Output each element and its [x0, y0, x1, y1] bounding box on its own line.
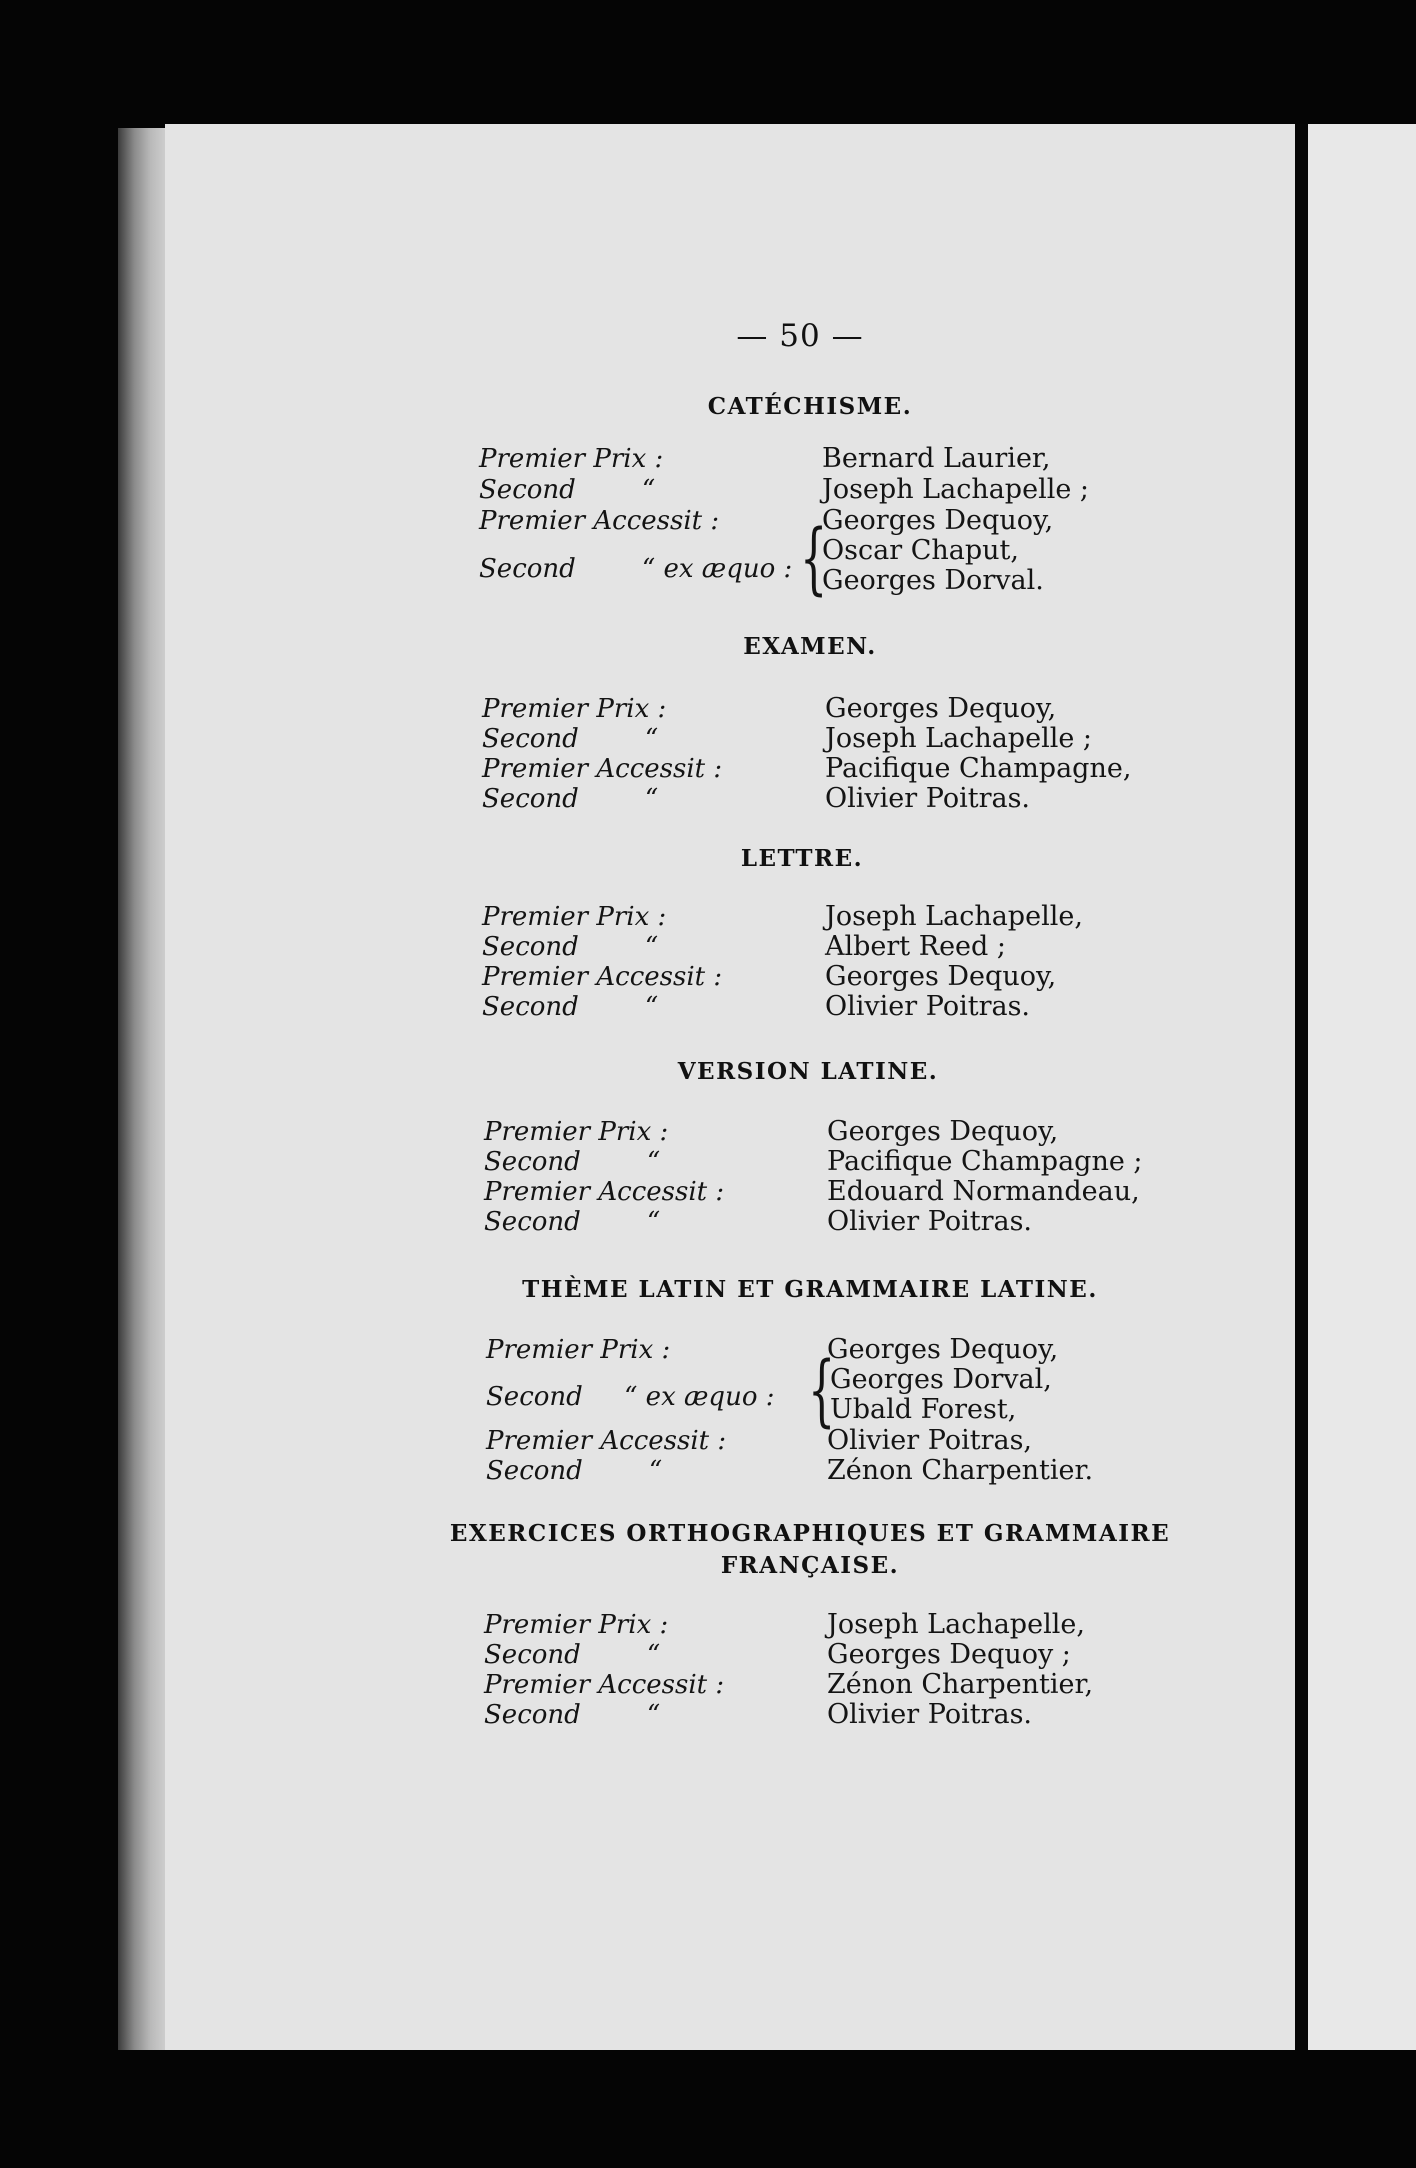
page-number: — 50 —: [736, 318, 864, 354]
row-name: Georges Dequoy,: [822, 505, 1054, 536]
section-title-examen: EXAMEN.: [743, 633, 877, 660]
brace-icon: {: [800, 514, 828, 604]
section-title-exercices: EXERCICES ORTHOGRAPHIQUES ET GRAMMAIRE: [449, 1520, 1171, 1547]
row-label: Second “ ex æquo :: [479, 554, 793, 584]
row-name: Pacifique Champagne,: [825, 753, 1132, 784]
section-title-exercices-line2: FRANÇAISE.: [720, 1552, 900, 1579]
row-name: Georges Dequoy,: [827, 1334, 1059, 1365]
row-label: Second “: [482, 932, 659, 962]
row-label: Premier Accessit :: [484, 1177, 725, 1207]
section-title-theme-latin: THÈME LATIN ET GRAMMAIRE LATINE.: [522, 1276, 1098, 1303]
row-name: Olivier Poitras,: [827, 1425, 1033, 1456]
brace-icon: {: [808, 1346, 836, 1436]
row-name: Olivier Poitras.: [825, 991, 1031, 1022]
row-name: Bernard Laurier,: [822, 443, 1051, 474]
row-name: Joseph Lachapelle ;: [825, 723, 1092, 754]
row-label: Premier Prix :: [479, 444, 664, 474]
section-title-version-latine: VERSION LATINE.: [677, 1058, 939, 1085]
row-label: Premier Prix :: [482, 902, 667, 932]
row-name: Georges Dequoy ;: [827, 1639, 1071, 1670]
row-label: Second “: [482, 724, 659, 754]
row-name: Olivier Poitras.: [825, 783, 1031, 814]
row-label: Second “: [484, 1207, 661, 1237]
row-name: Georges Dequoy,: [825, 693, 1057, 724]
row-name: Ubald Forest,: [830, 1394, 1017, 1425]
section-title-catechisme: CATÉCHISME.: [707, 393, 913, 420]
row-label: Premier Prix :: [486, 1335, 671, 1365]
row-label: Second “: [484, 1640, 661, 1670]
row-label: Premier Prix :: [484, 1610, 669, 1640]
row-name: Pacifique Champagne ;: [827, 1146, 1143, 1177]
row-label: Premier Prix :: [482, 694, 667, 724]
row-label: Premier Accessit :: [482, 962, 723, 992]
row-label: Second “: [482, 784, 659, 814]
row-name: Georges Dorval.: [822, 565, 1044, 596]
row-name: Olivier Poitras.: [827, 1699, 1033, 1730]
row-label: Premier Accessit :: [479, 506, 720, 536]
row-label: Second “: [479, 475, 656, 505]
section-title-lettre: LETTRE.: [740, 845, 864, 872]
row-name: Zénon Charpentier,: [827, 1669, 1094, 1700]
row-name: Georges Dequoy,: [827, 1116, 1059, 1147]
row-name: Joseph Lachapelle,: [827, 1609, 1085, 1640]
row-label: Premier Accessit :: [484, 1670, 725, 1700]
row-name: Oscar Chaput,: [822, 535, 1019, 566]
row-name: Georges Dequoy,: [825, 961, 1057, 992]
row-name: Joseph Lachapelle ;: [822, 474, 1089, 505]
row-name: Albert Reed ;: [825, 931, 1006, 962]
row-label: Premier Accessit :: [482, 754, 723, 784]
row-label: Second “: [484, 1147, 661, 1177]
row-name: Georges Dorval,: [830, 1364, 1052, 1395]
row-label: Premier Accessit :: [486, 1426, 727, 1456]
row-name: Zénon Charpentier.: [827, 1455, 1094, 1486]
row-name: Olivier Poitras.: [827, 1206, 1033, 1237]
row-name: Joseph Lachapelle,: [825, 901, 1083, 932]
row-label: Second “: [482, 992, 659, 1022]
row-label: Second “: [484, 1700, 661, 1730]
row-label: Second “: [486, 1456, 663, 1486]
row-name: Edouard Normandeau,: [827, 1176, 1140, 1207]
row-label: Premier Prix :: [484, 1117, 669, 1147]
row-label: Second “ ex æquo :: [486, 1382, 775, 1412]
